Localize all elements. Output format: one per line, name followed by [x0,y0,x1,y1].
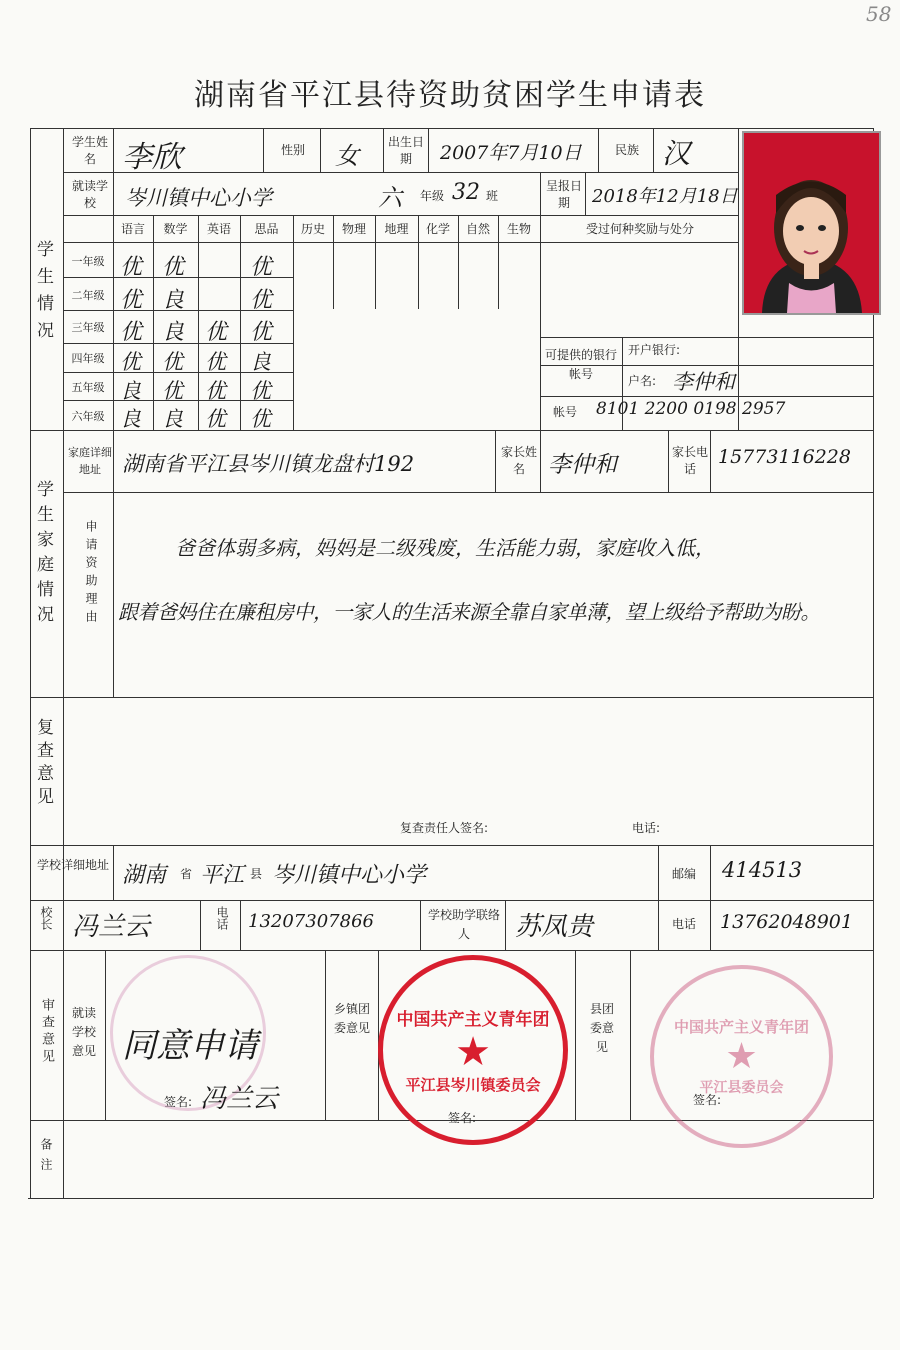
grade-row-label: 六年级 [71,410,105,423]
school-address-e: 岑川镇中心小学 [272,863,427,888]
grade-cell: 良 [162,407,183,431]
subject-header: 数学 [163,222,188,236]
contact-phone-value: 13762048901 [720,911,853,933]
grade-row-label: 五年级 [71,381,105,394]
address-label: 家庭详细地址 [68,446,112,476]
account-value: 8101 2200 0198 2957 [596,399,786,419]
reason-line-2: 跟着爸妈住在廉租房中，一家人的生活来源全靠自家单薄，望上级给予帮助为盼。 [118,600,820,624]
class-value: 32 [452,180,480,205]
school-sign-label: 签名: [164,1095,193,1109]
grade-cell: 优 [250,320,273,345]
report-date-value: 2018年12月18日 [592,186,738,207]
grade-value: 六 [378,184,402,212]
school-address-a: 湖南 [122,863,167,888]
bank-name-label: 开户银行: [628,343,681,357]
postcode-value: 414513 [722,858,803,882]
subject-header: 语言 [120,222,145,236]
grade-cell: 优 [120,288,143,313]
review-phone-label: 电话: [632,821,661,835]
star-icon: ★ [725,1036,758,1077]
grade-cell: 优 [205,350,226,374]
town-stamp-bottom: 平江县岑川镇委员会 [405,1076,541,1094]
phone-value: 15773116228 [718,446,851,468]
subject-header: 物理 [341,222,366,236]
birth-value: 2007年7月10日 [440,142,582,164]
grade-cell: 优 [162,379,183,403]
ethnicity-value: 汉 [662,137,691,170]
address-value: 湖南省平江县岑川镇龙盘村192 [122,452,415,476]
grade-row-label: 一年级 [71,255,105,268]
grade-cell: 良 [120,407,141,431]
subject-header: 自然 [465,222,490,236]
student-portrait [744,133,879,313]
grade-row-label: 四年级 [71,352,105,365]
subject-header: 历史 [300,222,325,236]
gender-value: 女 [335,142,359,170]
principal-value: 冯兰云 [72,912,151,942]
grade-cell: 优 [162,255,185,280]
town-stamp-top: 中国共产主义青年团 [396,1010,550,1030]
grade-cell: 良 [162,320,185,345]
birth-label: 出生日期 [388,135,425,166]
grade-cell: 良 [120,379,141,403]
holder-value: 李仲和 [672,370,735,394]
phone-label: 家长电话 [672,445,709,476]
principal-phone-label: 电话 [215,906,229,930]
school-opinion-label: 就读学校意见 [72,1006,97,1058]
holder-label: 户名: [628,374,657,388]
principal-label: 校长 [39,906,53,930]
postcode-label: 邮编 [671,867,696,881]
student-photo [742,131,881,315]
grade-cell: 优 [205,379,226,403]
school-address-c: 平江 [200,863,245,888]
grade-cell: 优 [120,350,141,374]
principal-phone-value: 13207307866 [248,911,374,932]
ethnicity-label: 民族 [614,143,639,157]
school-label: 就读学校 [72,179,109,210]
grade-cell: 优 [250,379,271,403]
account-label: 帐号 [552,405,577,419]
county-stamp-bottom: 平江县委员会 [699,1080,784,1096]
remarks-label: 备注 [39,1138,53,1178]
subject-header: 地理 [384,222,409,236]
subject-header: 思品 [254,222,279,236]
grade-cell: 优 [205,320,228,345]
school-address-d: 县 [250,867,263,881]
approval-section-label: 审查意见 [39,998,54,1066]
school-opinion-value: 同意申请 [122,1026,258,1066]
grade-cell: 优 [250,255,273,280]
contact-label: 学校助学联络人 [427,908,500,941]
class-label: 班 [485,189,498,203]
town-sign-label: 签名: [448,1111,477,1125]
school-sign-value: 冯兰云 [200,1084,279,1114]
parent-value: 李仲和 [548,452,617,478]
grade-cell: 优 [250,407,271,431]
reason-line-1: 爸爸体弱多病，妈妈是二级残废，生活能力弱，家庭收入低， [175,536,715,560]
school-address-b: 省 [180,867,193,881]
awards-header: 受过何种奖励与处分 [585,222,694,236]
school-address-label: 学校详细地址 [36,858,109,872]
town-label: 乡镇团委意见 [334,1002,371,1035]
name-value: 李欣 [122,140,182,175]
contact-value: 苏凤贵 [515,912,594,942]
reason-label: 申请资助理由 [84,520,98,628]
grade-cell: 优 [250,288,273,313]
grade-cell: 优 [162,350,183,374]
report-date-label: 呈报日期 [545,179,582,210]
grade-cell: 优 [205,407,226,431]
grade-cell: 优 [120,320,143,345]
parent-label: 家长姓名 [500,445,537,476]
form-title: 湖南省平江县待资助贫困学生申请表 [194,78,706,113]
grade-row-label: 二年级 [71,289,105,302]
page-number: 58 [866,2,892,26]
grade-cell: 良 [162,288,185,313]
grade-cell: 良 [250,350,271,374]
subject-header: 化学 [425,222,450,236]
subject-header: 生物 [506,222,531,236]
grade-cell: 优 [120,255,143,280]
subject-header: 英语 [206,222,231,236]
bank-provide-label: 可提供的银行帐号 [545,348,618,381]
family-section-label: 学生家庭情况 [33,480,53,630]
gender-label: 性别 [280,143,305,157]
student-section-label: 学生情况 [33,240,53,348]
grade-label: 年级 [419,189,444,203]
review-signer-label: 复查责任人签名: [400,821,489,835]
county-stamp [650,965,833,1148]
school-value: 岑川镇中心小学 [125,186,272,210]
contact-phone-label: 电话 [671,917,696,931]
grade-row-label: 三年级 [71,321,105,334]
county-label: 县团委意见 [589,1002,614,1054]
review-section-label: 复查意见 [33,718,53,810]
county-stamp-top: 中国共产主义青年团 [673,1018,809,1036]
name-label: 学生姓名 [72,135,109,166]
star-icon: ★ [455,1029,491,1075]
county-sign-label: 签名: [693,1093,722,1107]
